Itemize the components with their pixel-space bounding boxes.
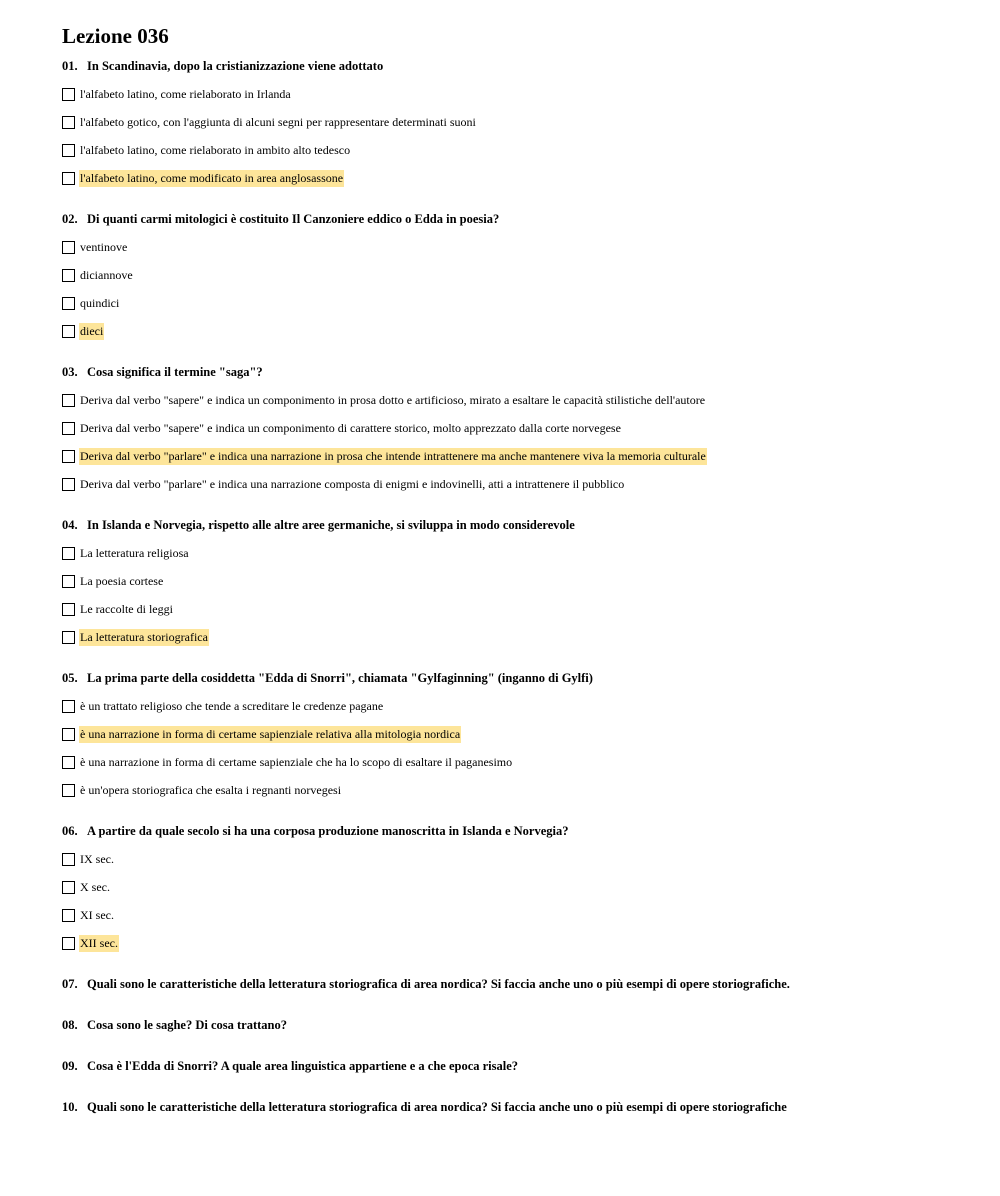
open-question-10: [62, 1099, 962, 1116]
question-list: [62, 58, 962, 952]
answer-option[interactable]: [62, 323, 962, 340]
question-number: 02.: [62, 212, 78, 226]
question-number: 04.: [62, 518, 78, 532]
question-5: [62, 646, 962, 799]
checkbox[interactable]: [62, 116, 75, 129]
checkbox[interactable]: [62, 241, 75, 254]
question-2: [62, 187, 962, 340]
answer-text: l'alfabeto latino, come rielaborato in Irlanda: [80, 87, 291, 101]
answer-text: Deriva dal verbo "sapere" e indica un componimento di carattere storico, molto apprezzato dalla corte norvegese: [80, 421, 621, 435]
answer-option[interactable]: [62, 545, 962, 562]
question-spacer: [62, 340, 962, 354]
open-question-9: [62, 1058, 962, 1075]
question-number: 03.: [62, 365, 78, 379]
question-4: [62, 493, 962, 646]
question-heading: [62, 364, 962, 381]
checkbox[interactable]: [62, 937, 75, 950]
checkbox[interactable]: [62, 144, 75, 157]
answer-text-highlighted: XII sec.: [80, 936, 118, 950]
answer-option[interactable]: [62, 726, 962, 743]
quiz-page: [62, 24, 962, 1116]
question-number: 07.: [62, 977, 78, 991]
question-text: Quali sono le caratteristiche della letteratura storiografica di area nordica? Si faccia anche uno o più esempi di opere storiografiche: [87, 1100, 787, 1114]
answer-option[interactable]: [62, 573, 962, 590]
question-1: [62, 58, 962, 187]
question-number: 01.: [62, 59, 78, 73]
answer-text: La poesia cortese: [80, 574, 164, 588]
answer-text: Deriva dal verbo "parlare" e indica una narrazione composta di enigmi e indovinelli, atti a intrattenere il pubblico: [80, 477, 625, 491]
answer-option[interactable]: [62, 935, 962, 952]
answer-option[interactable]: [62, 420, 962, 437]
answer-option[interactable]: [62, 295, 962, 312]
answer-text: è un'opera storiografica che esalta i regnanti norvegesi: [80, 783, 342, 797]
open-question-7: [62, 976, 962, 993]
question-text: Quali sono le caratteristiche della letteratura storiografica di area nordica? Si faccia anche uno o più esempi di opere storiografiche.: [87, 977, 790, 991]
question-text: A partire da quale secolo si ha una corposa produzione manoscritta in Islanda e Norvegia?: [87, 824, 569, 838]
answer-option[interactable]: [62, 601, 962, 618]
answer-text: l'alfabeto gotico, con l'aggiunta di alcuni segni per rappresentare determinati suoni: [80, 115, 476, 129]
checkbox[interactable]: [62, 450, 75, 463]
question-text: In Scandinavia, dopo la cristianizzazione viene adottato: [87, 59, 384, 73]
answer-option[interactable]: [62, 782, 962, 799]
checkbox[interactable]: [62, 603, 75, 616]
question-number: 05.: [62, 671, 78, 685]
checkbox[interactable]: [62, 394, 75, 407]
checkbox[interactable]: [62, 88, 75, 101]
question-text: Cosa è l'Edda di Snorri? A quale area linguistica appartiene e a che epoca risale?: [87, 1059, 519, 1073]
answer-text-highlighted: dieci: [80, 324, 104, 338]
checkbox[interactable]: [62, 269, 75, 282]
question-text: Cosa sono le saghe? Di cosa trattano?: [87, 1018, 287, 1032]
question-heading: [62, 517, 962, 534]
checkbox[interactable]: [62, 325, 75, 338]
answer-option[interactable]: [62, 142, 962, 159]
question-text: Cosa significa il termine "saga"?: [87, 365, 263, 379]
checkbox[interactable]: [62, 422, 75, 435]
answer-text: ventinove: [80, 240, 128, 254]
question-spacer: [62, 187, 962, 201]
answer-text-highlighted: Deriva dal verbo "parlare" e indica una narrazione in prosa che intende intrattenere ma anche mantenere viva la memoria culturale: [80, 449, 706, 463]
answer-text: IX sec.: [80, 852, 114, 866]
checkbox[interactable]: [62, 756, 75, 769]
answer-option[interactable]: [62, 754, 962, 771]
answer-option[interactable]: [62, 448, 962, 465]
question-number: 06.: [62, 824, 78, 838]
answer-option[interactable]: [62, 392, 962, 409]
question-number: 10.: [62, 1100, 78, 1114]
answer-option[interactable]: [62, 86, 962, 103]
question-number: 08.: [62, 1018, 78, 1032]
checkbox[interactable]: [62, 700, 75, 713]
checkbox[interactable]: [62, 575, 75, 588]
answer-option[interactable]: [62, 851, 962, 868]
question-heading: [62, 823, 962, 840]
answer-option[interactable]: [62, 114, 962, 131]
answer-text: XI sec.: [80, 908, 114, 922]
checkbox[interactable]: [62, 909, 75, 922]
answer-option[interactable]: [62, 239, 962, 256]
answer-text-highlighted: La letteratura storiografica: [80, 630, 208, 644]
answer-text: è un trattato religioso che tende a screditare le credenze pagane: [80, 699, 384, 713]
question-3: [62, 340, 962, 493]
answer-text-highlighted: è una narrazione in forma di certame sapienziale relativa alla mitologia nordica: [80, 727, 461, 741]
question-6: [62, 799, 962, 952]
checkbox[interactable]: [62, 631, 75, 644]
checkbox[interactable]: [62, 853, 75, 866]
answer-option[interactable]: [62, 879, 962, 896]
question-number: 09.: [62, 1059, 78, 1073]
checkbox[interactable]: [62, 728, 75, 741]
answer-option[interactable]: [62, 170, 962, 187]
open-question-list: [62, 976, 962, 1116]
answer-option[interactable]: [62, 476, 962, 493]
checkbox[interactable]: [62, 172, 75, 185]
answer-text: l'alfabeto latino, come rielaborato in ambito alto tedesco: [80, 143, 351, 157]
answer-text: Deriva dal verbo "sapere" e indica un componimento in prosa dotto e artificioso, mirato a esaltare le capacità stilistiche dell'autore: [80, 393, 706, 407]
answer-option[interactable]: [62, 698, 962, 715]
checkbox[interactable]: [62, 881, 75, 894]
answer-text: Le raccolte di leggi: [80, 602, 173, 616]
answer-text: La letteratura religiosa: [80, 546, 189, 560]
answer-option[interactable]: [62, 907, 962, 924]
question-heading: [62, 211, 962, 228]
checkbox[interactable]: [62, 478, 75, 491]
answer-text: quindici: [80, 296, 120, 310]
checkbox[interactable]: [62, 547, 75, 560]
checkbox[interactable]: [62, 784, 75, 797]
question-text: In Islanda e Norvegia, rispetto alle altre aree germaniche, si sviluppa in modo considerevole: [87, 518, 575, 532]
question-text: Di quanti carmi mitologici è costituito Il Canzoniere eddico o Edda in poesia?: [87, 212, 500, 226]
question-spacer: [62, 646, 962, 660]
question-spacer: [62, 799, 962, 813]
question-heading: [62, 670, 962, 687]
answer-text: è una narrazione in forma di certame sapienziale che ha lo scopo di esaltare il paganesimo: [80, 755, 513, 769]
answer-text: diciannove: [80, 268, 133, 282]
answer-text: X sec.: [80, 880, 110, 894]
answer-option[interactable]: [62, 267, 962, 284]
answer-option[interactable]: [62, 629, 962, 646]
question-spacer: [62, 493, 962, 507]
page-title: Lezione 036: [62, 24, 169, 48]
answer-text-highlighted: l'alfabeto latino, come modificato in area anglosassone: [80, 171, 344, 185]
open-question-8: [62, 1017, 962, 1034]
question-text: La prima parte della cosiddetta "Edda di Snorri", chiamata "Gylfaginning" (inganno di Gylfi): [87, 671, 593, 685]
checkbox[interactable]: [62, 297, 75, 310]
question-heading: [62, 58, 962, 75]
